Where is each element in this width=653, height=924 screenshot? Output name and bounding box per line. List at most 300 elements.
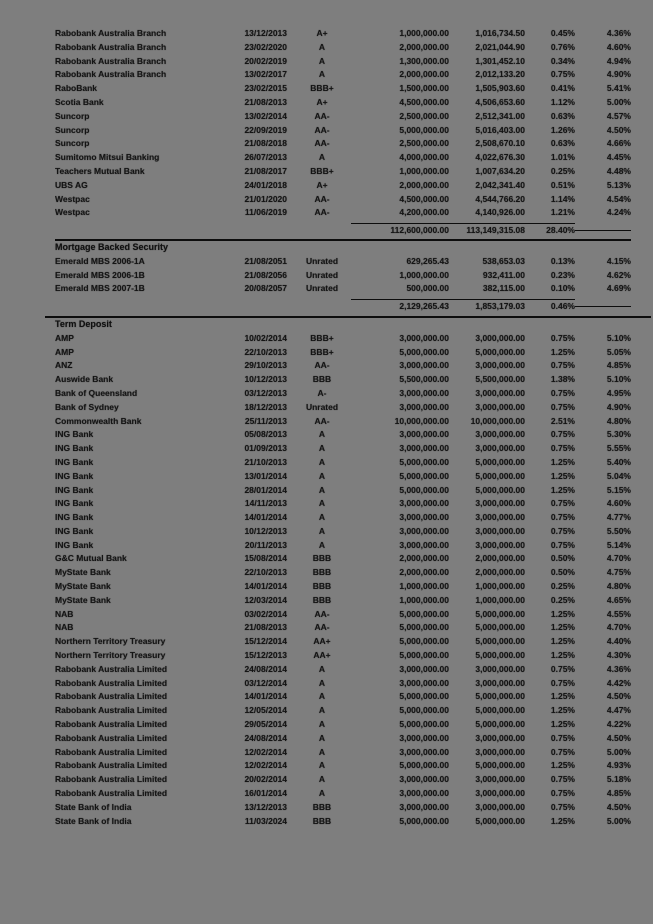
- maturity-date: 20/02/2014: [244, 774, 287, 785]
- portfolio-weight: 0.75%: [550, 801, 575, 812]
- maturity-date: 21/08/2013: [244, 622, 287, 633]
- security-name: ANZ: [55, 360, 73, 371]
- total-face: 112,600,000.00: [351, 223, 449, 238]
- credit-rating: A: [318, 705, 326, 716]
- maturity-date: 13/02/2017: [244, 69, 287, 80]
- security-name: Rabobank Australia Limited: [55, 746, 168, 757]
- maturity-date: 28/01/2014: [244, 484, 287, 495]
- table-row: [55, 718, 631, 732]
- security-name: Westpac: [55, 193, 90, 204]
- maturity-date: 13/12/2013: [244, 28, 287, 38]
- table-row: [55, 428, 631, 442]
- credit-rating: A: [318, 69, 326, 80]
- credit-rating: A: [318, 539, 326, 550]
- maturity-date: 21/08/2051: [244, 255, 287, 266]
- market-value: 382,115.00: [482, 283, 525, 294]
- table-row: [55, 165, 631, 179]
- maturity-date: 10/12/2013: [244, 525, 287, 536]
- face-value: 5,000,000.00: [399, 124, 449, 135]
- total-weight: 0.46%: [525, 299, 575, 314]
- yield: 5.00%: [606, 746, 631, 757]
- maturity-date: 29/05/2014: [244, 719, 287, 730]
- market-value: 3,000,000.00: [475, 525, 525, 536]
- face-value: 3,000,000.00: [399, 746, 449, 757]
- table-row: [55, 801, 631, 815]
- credit-rating: A: [318, 732, 326, 743]
- table-row: [55, 41, 631, 55]
- yield: 5.14%: [606, 539, 631, 550]
- portfolio-weight: 0.25%: [550, 581, 575, 592]
- portfolio-weight: 0.45%: [550, 28, 575, 38]
- portfolio-weight: 0.75%: [550, 746, 575, 757]
- maturity-date: 26/07/2013: [244, 152, 287, 163]
- maturity-date: 03/02/2014: [244, 608, 287, 619]
- credit-rating: Unrated: [305, 401, 339, 412]
- face-value: 3,000,000.00: [399, 732, 449, 743]
- security-name: Rabobank Australia Limited: [55, 760, 168, 771]
- maturity-date: 15/12/2014: [244, 636, 287, 647]
- portfolio-weight: 0.75%: [550, 788, 575, 799]
- table-row: [55, 497, 631, 511]
- credit-rating: BBB+: [310, 332, 334, 343]
- maturity-date: 21/08/2056: [244, 269, 287, 280]
- yield: 5.13%: [606, 179, 631, 190]
- table-row: [55, 773, 631, 787]
- face-value: 5,500,000.00: [399, 374, 449, 385]
- security-name: Sumitomo Mitsui Banking: [55, 152, 160, 163]
- security-name: Scotia Bank: [55, 96, 104, 107]
- table-row: [55, 151, 631, 165]
- credit-rating: A: [318, 512, 326, 523]
- credit-rating: AA-: [314, 193, 330, 204]
- yield: 4.30%: [606, 650, 631, 661]
- table-row: [55, 470, 631, 484]
- table-row: [55, 580, 631, 594]
- credit-rating: Unrated: [305, 269, 339, 280]
- face-value: 3,000,000.00: [399, 539, 449, 550]
- yield: 4.24%: [606, 207, 631, 218]
- face-value: 4,000,000.00: [399, 152, 449, 163]
- market-value: 5,000,000.00: [475, 636, 525, 647]
- credit-rating: BBB: [312, 801, 332, 812]
- portfolio-weight: 0.75%: [550, 69, 575, 80]
- face-value: 10,000,000.00: [394, 415, 449, 426]
- table-row: [55, 484, 631, 498]
- total-weight: 28.40%: [525, 223, 575, 238]
- security-name: AMP: [55, 332, 74, 343]
- table-row: [55, 552, 631, 566]
- portfolio-weight: 0.63%: [550, 138, 575, 149]
- maturity-date: 29/10/2013: [244, 360, 287, 371]
- credit-rating: BBB: [312, 581, 332, 592]
- face-value: 4,500,000.00: [399, 96, 449, 107]
- security-name: ING Bank: [55, 525, 94, 536]
- table-row: [55, 649, 631, 663]
- credit-rating: A: [318, 429, 326, 440]
- security-name: Rabobank Australia Limited: [55, 691, 168, 702]
- yield: 4.60%: [606, 498, 631, 509]
- credit-rating: A: [318, 456, 326, 467]
- table-row: [55, 255, 631, 269]
- market-value: 5,000,000.00: [475, 815, 525, 826]
- security-name: MyState Bank: [55, 594, 111, 605]
- face-value: 5,000,000.00: [399, 636, 449, 647]
- security-name: ING Bank: [55, 484, 94, 495]
- yield: 4.55%: [606, 608, 631, 619]
- security-name: ING Bank: [55, 512, 94, 523]
- maturity-date: 12/03/2014: [244, 594, 287, 605]
- portfolio-weight: 0.13%: [550, 255, 575, 266]
- yield: 4.42%: [606, 677, 631, 688]
- credit-rating: BBB: [312, 594, 332, 605]
- market-value: 4,506,653.60: [475, 96, 525, 107]
- security-name: Rabobank Australia Limited: [55, 719, 168, 730]
- face-value: 5,000,000.00: [399, 815, 449, 826]
- table-row: [55, 566, 631, 580]
- yield: 4.47%: [606, 705, 631, 716]
- maturity-date: 21/10/2013: [244, 456, 287, 467]
- portfolio-weight: 1.25%: [550, 484, 575, 495]
- portfolio-weight: 1.01%: [550, 152, 575, 163]
- portfolio-weight: 1.25%: [550, 470, 575, 481]
- portfolio-weight: 1.25%: [550, 636, 575, 647]
- face-value: 2,500,000.00: [399, 138, 449, 149]
- portfolio-weight: 0.10%: [550, 283, 575, 294]
- credit-rating: A+: [316, 179, 328, 190]
- face-value: 5,000,000.00: [399, 622, 449, 633]
- credit-rating: A: [318, 470, 326, 481]
- yield: 4.48%: [606, 165, 631, 176]
- security-name: ING Bank: [55, 470, 94, 481]
- table-row: [55, 206, 631, 220]
- yield: 5.15%: [606, 484, 631, 495]
- face-value: 500,000.00: [406, 283, 449, 294]
- credit-rating: AA-: [314, 608, 330, 619]
- face-value: 5,000,000.00: [399, 484, 449, 495]
- portfolio-weight: 1.14%: [550, 193, 575, 204]
- market-value: 4,022,676.30: [475, 152, 525, 163]
- security-name: NAB: [55, 622, 74, 633]
- credit-rating: A: [318, 484, 326, 495]
- face-value: 5,000,000.00: [399, 456, 449, 467]
- face-value: 3,000,000.00: [399, 663, 449, 674]
- security-name: Rabobank Australia Branch: [55, 69, 167, 80]
- table-row: [55, 27, 631, 41]
- yield: 4.94%: [606, 55, 631, 66]
- market-value: 3,000,000.00: [475, 539, 525, 550]
- table-row: [55, 732, 631, 746]
- credit-rating: AA-: [314, 360, 330, 371]
- credit-rating: AA-: [314, 124, 330, 135]
- security-name: Teachers Mutual Bank: [55, 165, 145, 176]
- maturity-date: 03/12/2014: [244, 677, 287, 688]
- maturity-date: 14/01/2014: [244, 581, 287, 592]
- portfolio-weight: 0.50%: [550, 567, 575, 578]
- section-total-row: [55, 299, 631, 313]
- table-row: [55, 401, 631, 415]
- credit-rating: BBB: [312, 553, 332, 564]
- portfolio-weight: 0.75%: [550, 443, 575, 454]
- market-value: 5,000,000.00: [475, 622, 525, 633]
- face-value: 2,000,000.00: [399, 41, 449, 52]
- portfolio-weight: 1.38%: [550, 374, 575, 385]
- market-value: 5,000,000.00: [475, 346, 525, 357]
- maturity-date: 13/02/2014: [244, 110, 287, 121]
- security-name: Commonwealth Bank: [55, 415, 142, 426]
- market-value: 5,000,000.00: [475, 470, 525, 481]
- face-value: 5,000,000.00: [399, 470, 449, 481]
- yield: 5.10%: [606, 374, 631, 385]
- face-value: 5,000,000.00: [399, 346, 449, 357]
- face-value: 3,000,000.00: [399, 498, 449, 509]
- section-divider-rule: [45, 316, 651, 318]
- table-row: [55, 456, 631, 470]
- portfolio-weight: 0.23%: [550, 269, 575, 280]
- face-value: 1,300,000.00: [399, 55, 449, 66]
- security-name: Rabobank Australia Branch: [55, 28, 167, 38]
- credit-rating: AA-: [314, 110, 330, 121]
- market-value: 2,012,133.20: [475, 69, 525, 80]
- face-value: 3,000,000.00: [399, 774, 449, 785]
- yield: 5.05%: [606, 346, 631, 357]
- face-value: 629,265.43: [406, 255, 449, 266]
- security-name: AMP: [55, 346, 74, 357]
- maturity-date: 21/01/2020: [244, 193, 287, 204]
- maturity-date: 24/01/2018: [244, 179, 287, 190]
- security-name: Rabobank Australia Limited: [55, 705, 168, 716]
- market-value: 3,000,000.00: [475, 746, 525, 757]
- table-row: [55, 55, 631, 69]
- market-value: 3,000,000.00: [475, 332, 525, 343]
- section-total-row: [55, 223, 631, 237]
- yield: 4.85%: [606, 788, 631, 799]
- face-value: 5,000,000.00: [399, 650, 449, 661]
- yield: 5.04%: [606, 470, 631, 481]
- maturity-date: 25/11/2013: [244, 415, 287, 426]
- yield: 4.80%: [606, 581, 631, 592]
- portfolio-weight: 0.75%: [550, 732, 575, 743]
- table-row: [55, 539, 631, 553]
- security-name: Rabobank Australia Limited: [55, 774, 168, 785]
- credit-rating: AA-: [314, 207, 330, 218]
- market-value: 3,000,000.00: [475, 401, 525, 412]
- credit-rating: AA-: [314, 138, 330, 149]
- security-name: ING Bank: [55, 443, 94, 454]
- table-row: [55, 415, 631, 429]
- yield: 5.00%: [606, 815, 631, 826]
- market-value: 5,016,403.00: [475, 124, 525, 135]
- market-value: 2,042,341.40: [475, 179, 525, 190]
- face-value: 3,000,000.00: [399, 332, 449, 343]
- credit-rating: Unrated: [305, 255, 339, 266]
- security-name: ING Bank: [55, 539, 94, 550]
- maturity-date: 12/02/2014: [244, 746, 287, 757]
- yield: 5.41%: [606, 83, 631, 94]
- yield: 4.85%: [606, 360, 631, 371]
- table-row: [55, 759, 631, 773]
- credit-rating: A: [318, 41, 326, 52]
- maturity-date: 20/02/2019: [244, 55, 287, 66]
- table-row: [55, 690, 631, 704]
- portfolio-weight: 0.34%: [550, 55, 575, 66]
- credit-rating: A: [318, 788, 326, 799]
- security-name: Rabobank Australia Limited: [55, 677, 168, 688]
- table-row: [55, 635, 631, 649]
- maturity-date: 14/01/2014: [244, 691, 287, 702]
- portfolio-weight: 1.26%: [550, 124, 575, 135]
- face-value: 3,000,000.00: [399, 360, 449, 371]
- portfolio-weight: 0.75%: [550, 498, 575, 509]
- maturity-date: 13/01/2014: [244, 470, 287, 481]
- credit-rating: AA+: [313, 650, 331, 661]
- maturity-date: 24/08/2014: [244, 732, 287, 743]
- portfolio-weight: 1.25%: [550, 815, 575, 826]
- table-row: [55, 346, 631, 360]
- empty-cell: [575, 306, 631, 307]
- table-row: [55, 137, 631, 151]
- market-value: 1,505,903.60: [475, 83, 525, 94]
- portfolio-weight: 0.75%: [550, 663, 575, 674]
- maturity-date: 11/06/2019: [244, 207, 287, 218]
- table-row: [55, 359, 631, 373]
- section-0: [55, 27, 631, 241]
- credit-rating: BBB: [312, 374, 332, 385]
- face-value: 4,500,000.00: [399, 193, 449, 204]
- portfolio-weight: 0.75%: [550, 429, 575, 440]
- face-value: 3,000,000.00: [399, 801, 449, 812]
- table-row: [55, 511, 631, 525]
- face-value: 3,000,000.00: [399, 512, 449, 523]
- portfolio-weight: 0.75%: [550, 774, 575, 785]
- table-row: [55, 332, 631, 346]
- portfolio-weight: 1.25%: [550, 346, 575, 357]
- security-name: Northern Territory Treasury: [55, 636, 166, 647]
- maturity-date: 14/11/2013: [244, 498, 287, 509]
- maturity-date: 23/02/2020: [244, 41, 287, 52]
- face-value: 3,000,000.00: [399, 443, 449, 454]
- maturity-date: 05/08/2013: [244, 429, 287, 440]
- maturity-date: 13/12/2013: [244, 801, 287, 812]
- market-value: 3,000,000.00: [475, 498, 525, 509]
- yield: 4.95%: [606, 387, 631, 398]
- market-value: 3,000,000.00: [475, 801, 525, 812]
- yield: 5.55%: [606, 443, 631, 454]
- portfolio-weight: 0.50%: [550, 553, 575, 564]
- market-value: 1,000,000.00: [475, 594, 525, 605]
- credit-rating: A: [318, 677, 326, 688]
- market-value: 5,000,000.00: [475, 608, 525, 619]
- table-row: [55, 608, 631, 622]
- table-row: [55, 663, 631, 677]
- face-value: 3,000,000.00: [399, 387, 449, 398]
- credit-rating: A: [318, 498, 326, 509]
- face-value: 1,000,000.00: [399, 594, 449, 605]
- market-value: 1,301,452.10: [475, 55, 525, 66]
- maturity-date: 20/08/2057: [244, 283, 287, 294]
- market-value: 3,000,000.00: [475, 774, 525, 785]
- yield: 5.40%: [606, 456, 631, 467]
- security-name: UBS AG: [55, 179, 88, 190]
- table-row: [55, 677, 631, 691]
- market-value: 3,000,000.00: [475, 387, 525, 398]
- portfolio-weight: 0.75%: [550, 387, 575, 398]
- face-value: 1,000,000.00: [399, 581, 449, 592]
- portfolio-weight: 1.25%: [550, 719, 575, 730]
- face-value: 1,000,000.00: [399, 165, 449, 176]
- security-name: MyState Bank: [55, 581, 111, 592]
- table-row: [55, 179, 631, 193]
- face-value: 5,000,000.00: [399, 705, 449, 716]
- face-value: 5,000,000.00: [399, 760, 449, 771]
- face-value: 1,000,000.00: [399, 269, 449, 280]
- security-name: ING Bank: [55, 498, 94, 509]
- face-value: 2,000,000.00: [399, 179, 449, 190]
- security-name: Suncorp: [55, 124, 90, 135]
- portfolio-weight: 1.21%: [550, 207, 575, 218]
- maturity-date: 22/10/2013: [244, 567, 287, 578]
- market-value: 2,000,000.00: [475, 567, 525, 578]
- market-value: 5,000,000.00: [475, 719, 525, 730]
- maturity-date: 22/09/2019: [244, 124, 287, 135]
- face-value: 2,500,000.00: [399, 110, 449, 121]
- portfolio-weight: 1.25%: [550, 691, 575, 702]
- table-row: [55, 387, 631, 401]
- credit-rating: A: [318, 746, 326, 757]
- table-row: [55, 269, 631, 283]
- portfolio-weight: 1.25%: [550, 760, 575, 771]
- market-value: 5,000,000.00: [475, 650, 525, 661]
- market-value: 3,000,000.00: [475, 788, 525, 799]
- yield: 4.50%: [606, 732, 631, 743]
- security-name: Rabobank Australia Branch: [55, 55, 167, 66]
- market-value: 1,000,000.00: [475, 581, 525, 592]
- credit-rating: A+: [316, 28, 328, 38]
- face-value: 2,000,000.00: [399, 69, 449, 80]
- market-value: 3,000,000.00: [475, 443, 525, 454]
- table-row: [55, 594, 631, 608]
- yield: 4.50%: [606, 691, 631, 702]
- yield: 4.36%: [606, 28, 631, 38]
- maturity-date: 23/02/2015: [244, 83, 287, 94]
- face-value: 1,500,000.00: [399, 83, 449, 94]
- yield: 4.70%: [606, 553, 631, 564]
- yield: 4.75%: [606, 567, 631, 578]
- security-name: Bank of Queensland: [55, 387, 138, 398]
- credit-rating: AA-: [314, 622, 330, 633]
- security-name: Suncorp: [55, 138, 90, 149]
- security-name: Rabobank Australia Limited: [55, 663, 168, 674]
- portfolio-weight: 1.25%: [550, 650, 575, 661]
- market-value: 5,000,000.00: [475, 705, 525, 716]
- yield: 4.15%: [606, 255, 631, 266]
- security-name: Auswide Bank: [55, 374, 114, 385]
- yield: 4.90%: [606, 69, 631, 80]
- credit-rating: A: [318, 691, 326, 702]
- yield: 4.90%: [606, 401, 631, 412]
- maturity-date: 21/08/2013: [244, 96, 287, 107]
- yield: 4.22%: [606, 719, 631, 730]
- portfolio-weight: 0.63%: [550, 110, 575, 121]
- market-value: 2,508,670.10: [475, 138, 525, 149]
- credit-rating: BBB+: [310, 165, 334, 176]
- yield: 4.60%: [606, 41, 631, 52]
- section-2: [55, 318, 631, 828]
- holdings-table: [55, 27, 631, 828]
- section-1: [55, 241, 631, 318]
- market-value: 1,007,634.20: [475, 165, 525, 176]
- portfolio-weight: 0.76%: [550, 41, 575, 52]
- market-value: 3,000,000.00: [475, 360, 525, 371]
